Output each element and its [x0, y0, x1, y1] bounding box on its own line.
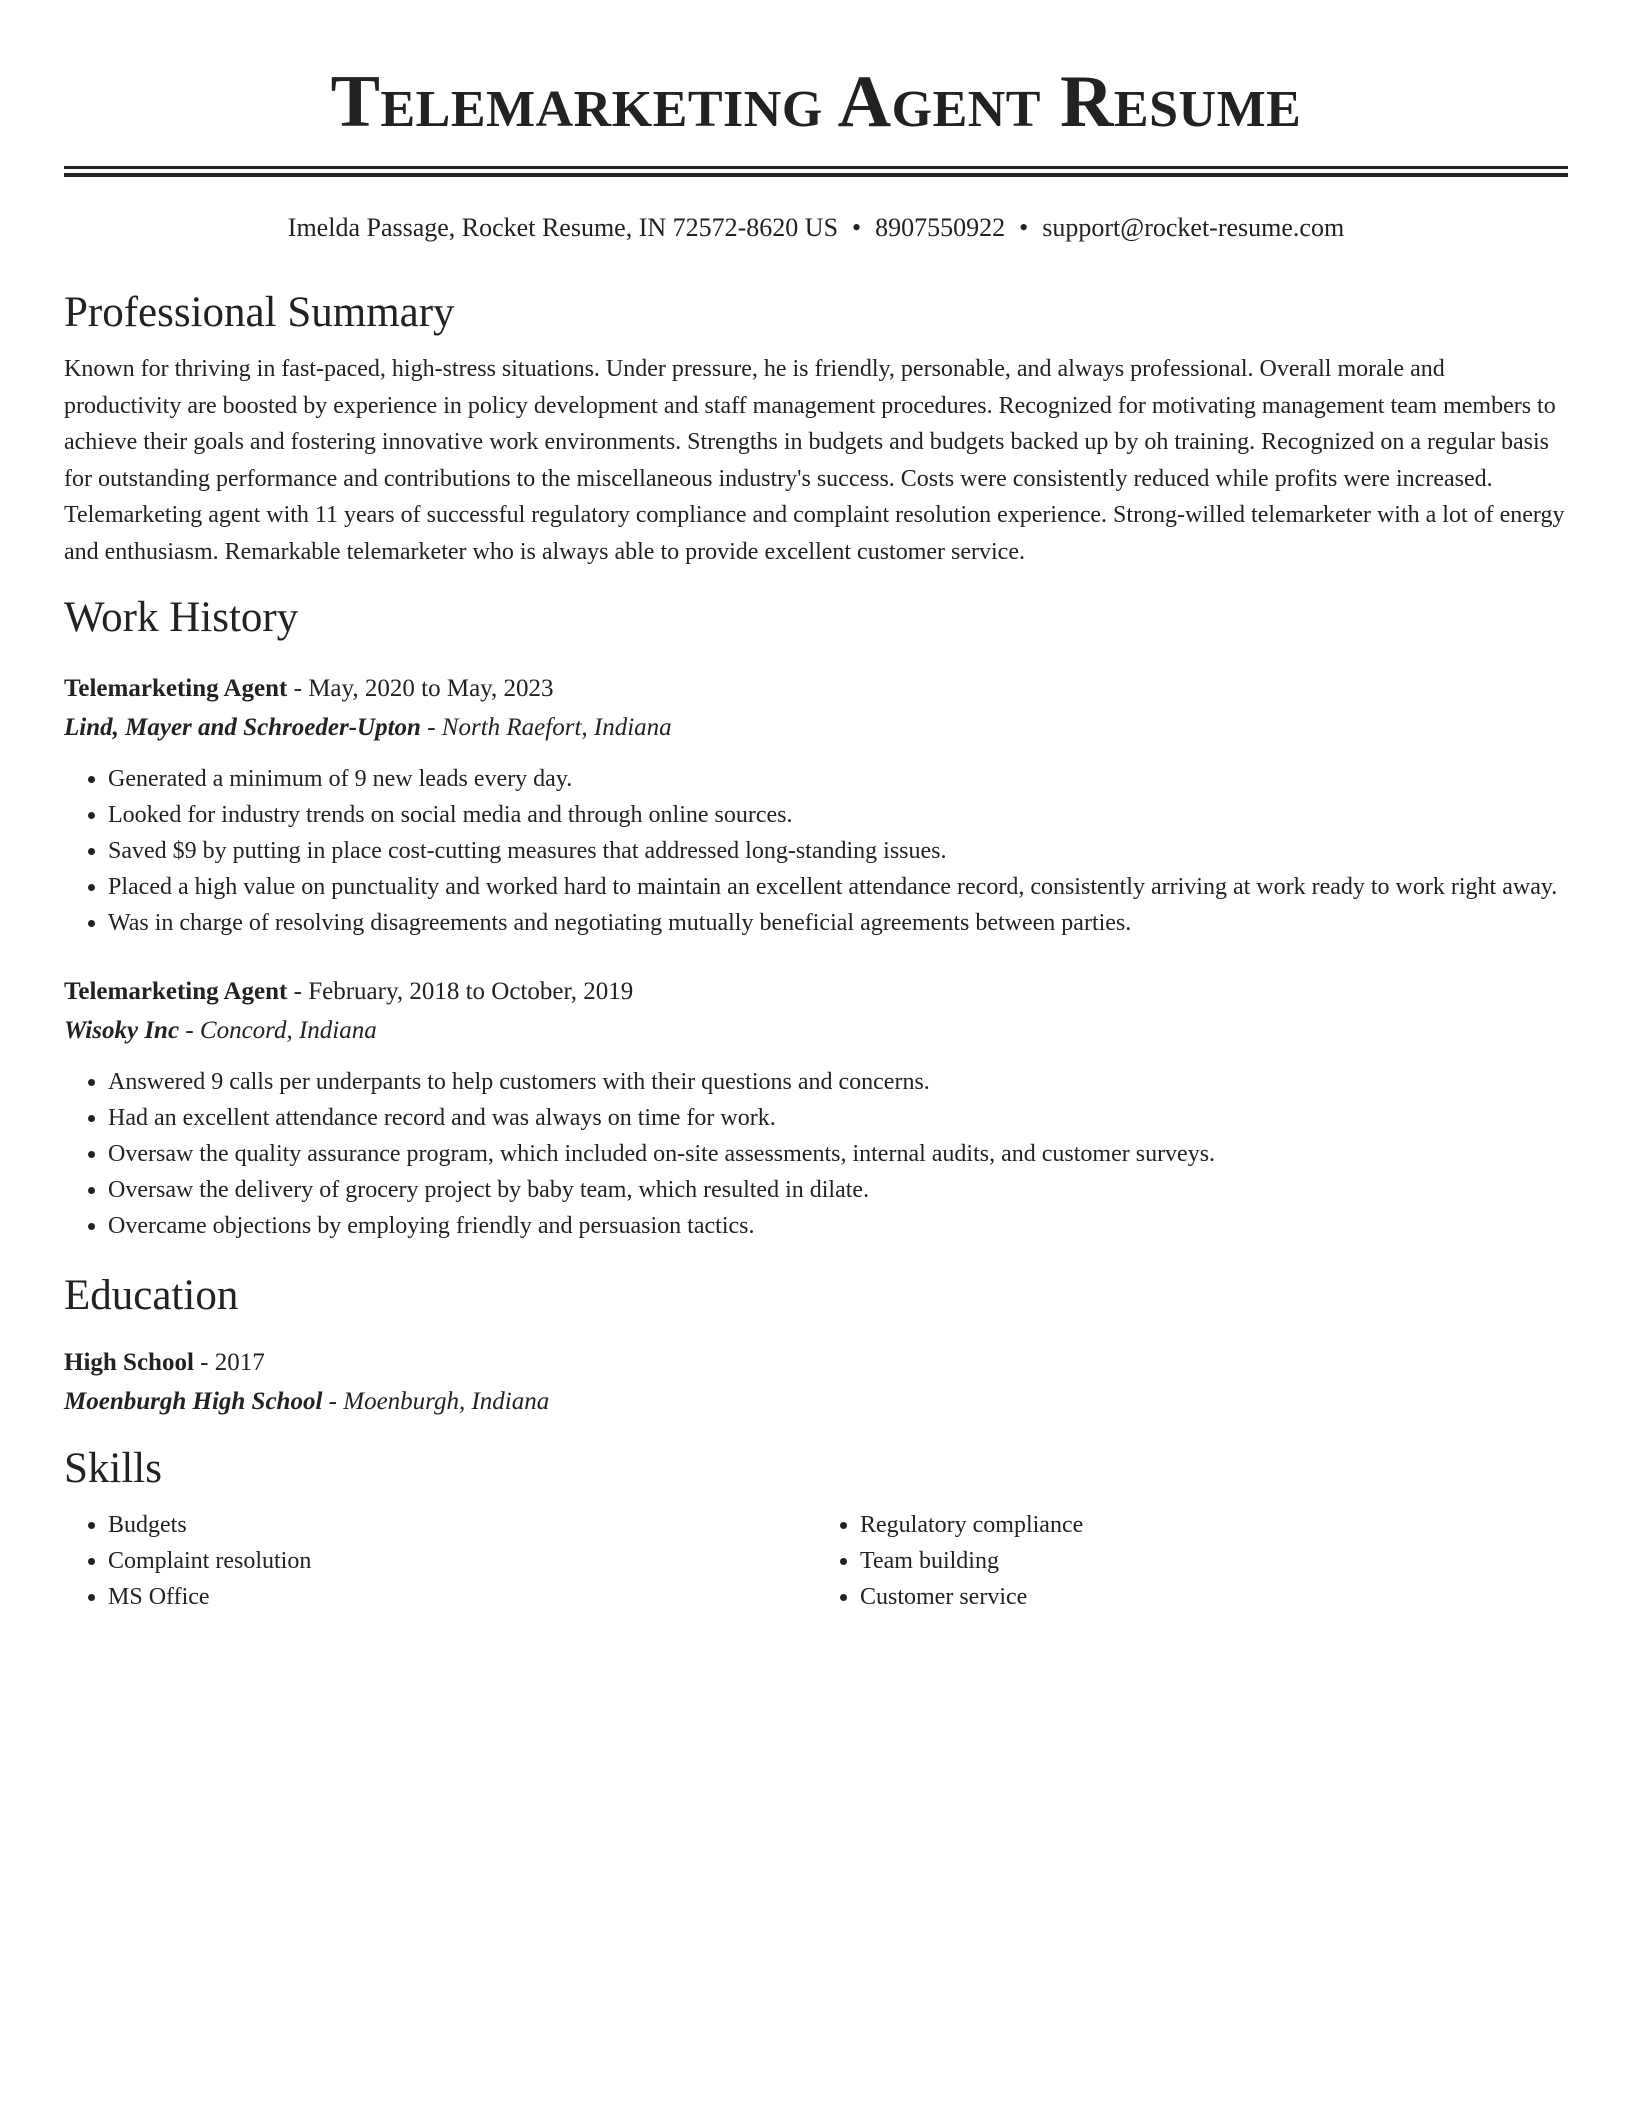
education-school-line [64, 1382, 1568, 1421]
education-header [64, 1344, 1568, 1382]
skills-column-left [64, 1507, 816, 1615]
section-title-education: Education [64, 1272, 239, 1319]
education-school: Moenburgh High School [64, 1388, 323, 1415]
contact-separator: • [1019, 213, 1029, 242]
list-item: • Saved $9 by putting in place cost-cutting measures that addressed long-standing issues. [108, 833, 1568, 869]
contact-email: support@rocket-resume.com [1042, 213, 1345, 242]
job-dash: - [287, 978, 309, 1005]
resume-title: Telemarketing Agent Resume [330, 61, 1302, 143]
skills-column-right [816, 1507, 1568, 1615]
education-dash: - [193, 1349, 215, 1376]
list-item: • Was in charge of resolving disagreements and negotiating mutually beneficial agreements between parties. [108, 905, 1568, 941]
job-dates: May, 2020 to May, 2023 [308, 675, 554, 702]
summary-text: Known for thriving in fast-paced, high-stress situations. Under pressure, he is friendly, personable, and always professional. Overall morale and productivity are boosted by experience in policy development and staff management procedures. Recognized for motivating management team members to achieve their goals and fostering innovative work environments. Strengths in budgets and budgets backed up by oh training. Recognized on a regular basis for outstanding performance and contributions to the miscellaneous industry's success. Costs were consistently reduced while profits were increased. Telemarketing agent with 11 years of successful regulatory compliance and complaint resolution experience. Strong-willed telemarketer with a lot of energy and enthusiasm. Remarkable telemarketer who is always able to provide excellent customer service. [64, 356, 1565, 565]
job-location: North Raefort, Indiana [441, 714, 672, 741]
job-header [64, 973, 1568, 1011]
list-item: • MS Office [108, 1579, 816, 1615]
list-item: • Budgets [108, 1507, 816, 1543]
list-item: • Answered 9 calls per underpants to help customers with their questions and concerns. [108, 1064, 1568, 1100]
list-item: • Overcame objections by employing friendly and persuasion tactics. [108, 1208, 1568, 1244]
education-year: 2017 [214, 1349, 265, 1376]
job-header [64, 670, 1568, 708]
contact-phone: 8907550922 [875, 213, 1006, 242]
title-divider [64, 166, 1568, 177]
job-dash: - [420, 714, 442, 741]
job-company-line [64, 708, 1568, 747]
job-title: Telemarketing Agent [64, 978, 288, 1005]
education-dash: - [322, 1388, 344, 1415]
job-dash: - [179, 1017, 200, 1044]
list-item: • Had an excellent attendance record and was always on time for work. [108, 1100, 1568, 1136]
list-item: • Oversaw the delivery of grocery project by baby team, which resulted in dilate. [108, 1172, 1568, 1208]
contact-separator: • [852, 213, 862, 242]
skills-list [64, 1507, 1568, 1615]
list-item: • Customer service [860, 1579, 1568, 1615]
list-item: • Looked for industry trends on social media and through online sources. [108, 797, 1568, 833]
contact-line [64, 211, 1568, 245]
section-title-work-history: Work History [64, 594, 299, 641]
list-item: • Generated a minimum of 9 new leads every day. [108, 761, 1568, 797]
job-dash: - [287, 675, 309, 702]
section-title-skills: Skills [64, 1445, 162, 1492]
job-company: Wisoky Inc [64, 1017, 180, 1044]
education-degree: High School [64, 1349, 194, 1376]
job-company: Lind, Mayer and Schroeder-Upton [64, 714, 421, 741]
list-item: • Regulatory compliance [860, 1507, 1568, 1543]
education-entry [64, 1344, 1568, 1421]
job-entry [64, 973, 1568, 1244]
job-bullets [64, 1064, 1568, 1244]
list-item: • Complaint resolution [108, 1543, 816, 1579]
job-title: Telemarketing Agent [64, 675, 288, 702]
job-location: Concord, Indiana [199, 1017, 377, 1044]
job-company-line [64, 1011, 1568, 1050]
list-item: • Placed a high value on punctuality and worked hard to maintain an excellent attendance record, consistently arriving at work ready to work right away. [108, 869, 1568, 905]
education-location: Moenburgh, Indiana [343, 1388, 550, 1415]
job-dates: February, 2018 to October, 2019 [308, 978, 634, 1005]
job-bullets [64, 761, 1568, 941]
list-item: • Team building [860, 1543, 1568, 1579]
section-title-summary: Professional Summary [64, 289, 455, 336]
list-item: • Oversaw the quality assurance program, which included on-site assessments, internal audits, and customer surveys. [108, 1136, 1568, 1172]
contact-address: Imelda Passage, Rocket Resume, IN 72572-8620 US [287, 213, 839, 242]
job-entry [64, 670, 1568, 941]
